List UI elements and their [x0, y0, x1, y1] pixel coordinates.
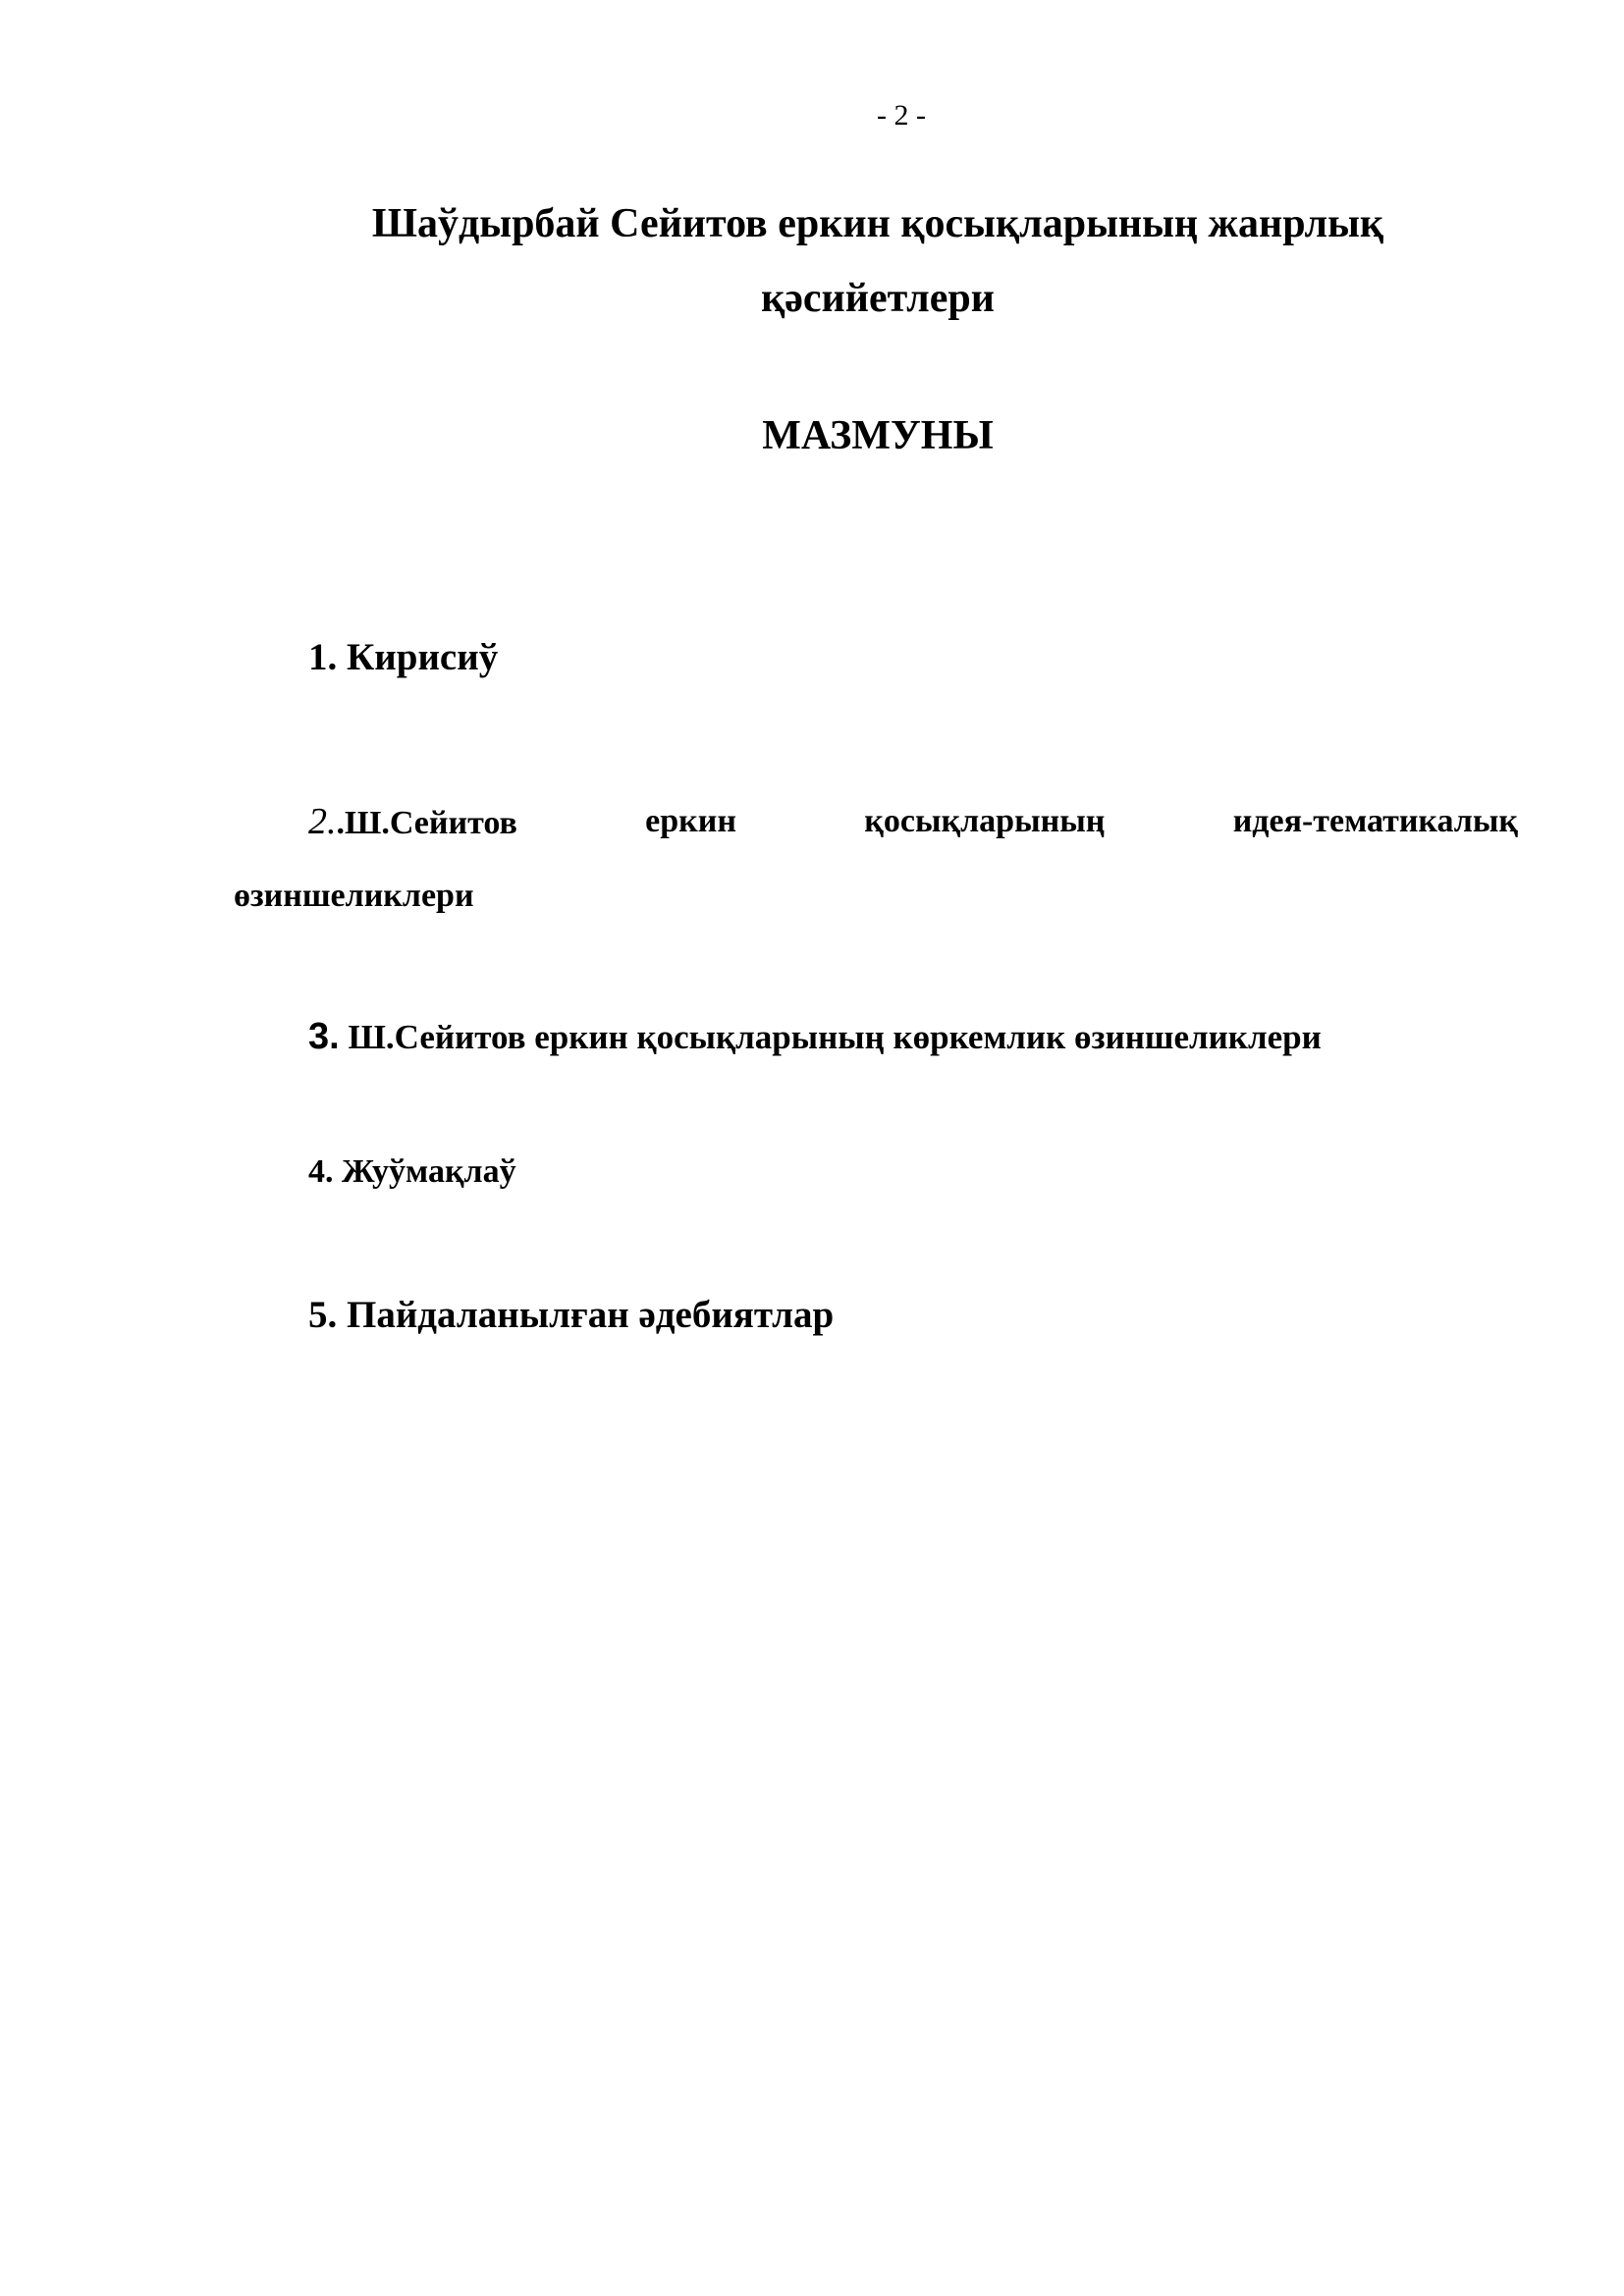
- toc-item-thematic-features: [234, 785, 1518, 933]
- toc-item-2-word-4: идея-тематикалық: [1232, 803, 1518, 839]
- toc-item-2-line-2: өзиншеликлери: [234, 878, 474, 914]
- document-title: [0, 187, 1624, 336]
- toc-item-2-word-3: қосықларының: [864, 803, 1106, 839]
- toc-item-artistic-features: [308, 1011, 1322, 1063]
- toc-heading: МАЗМУНЫ: [762, 413, 994, 458]
- title-line-2: қәсийетлери: [761, 276, 995, 321]
- toc-item-2-lead: [308, 785, 517, 860]
- toc-item-introduction: 1. Кирисиў: [308, 636, 499, 678]
- title-line-1: Шаўдырбай Сейитов еркин қосықларының жанрлық: [371, 201, 1384, 246]
- toc-item-2-line-1: [234, 785, 1518, 860]
- toc-item-3-number: 3.: [308, 1016, 340, 1057]
- toc-item-2-word-2: еркин: [645, 803, 736, 839]
- toc-item-3-text: Ш.Сейитов еркин қосықларының көркемлик өзиншеликлери: [348, 1018, 1322, 1056]
- toc-item-2-number: 2.: [308, 801, 337, 842]
- toc-item-references: 5. Пайдаланылған әдебиятлар: [308, 1294, 835, 1336]
- page-number: - 2 -: [877, 99, 926, 132]
- toc-item-conclusion: 4. Жуўмақлаў: [308, 1153, 516, 1190]
- toc-item-2-word-1: .Ш.Сейитов: [336, 805, 517, 841]
